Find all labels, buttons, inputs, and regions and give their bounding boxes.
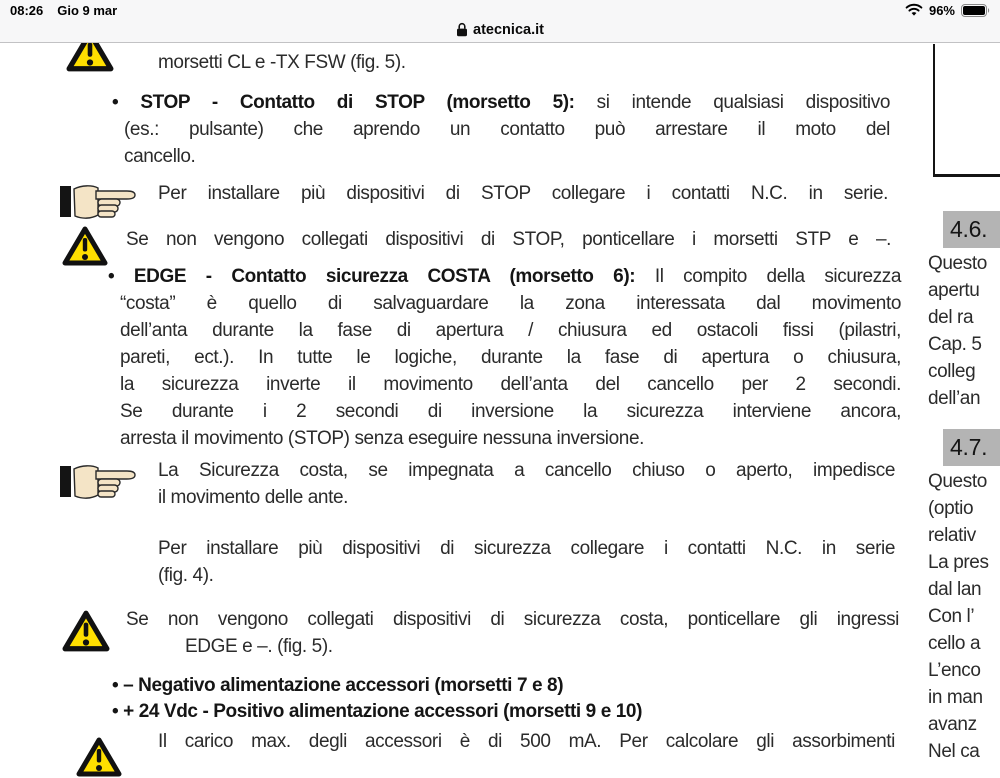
- edge-heading: • EDGE - Contatto sicurezza COSTA (morsetto 6):: [108, 266, 636, 287]
- section-4-6-text: [928, 250, 1000, 412]
- status-date: Gio 9 mar: [57, 2, 118, 18]
- status-right: [905, 3, 990, 18]
- pointing-hand-icon: [58, 180, 138, 222]
- status-bar: [0, 2, 1000, 18]
- stop-heading: • STOP - Contatto di STOP (morsetto 5):: [112, 92, 575, 113]
- note-edge-engaged: [158, 457, 895, 511]
- rcol-line: in man: [928, 687, 983, 708]
- rcol-line: dell’an: [928, 388, 981, 409]
- positive-supply-bullet: • + 24 Vdc - Positivo alimentazione accessori (morsetti 9 e 10): [112, 701, 643, 722]
- rcol-line: Cap. 5: [928, 334, 982, 355]
- status-time: 08:26: [10, 2, 44, 18]
- edge-paragraph: [108, 263, 901, 452]
- section-4-7-heading: [943, 429, 1000, 466]
- note2-line-2: il movimento delle ante.: [158, 487, 349, 508]
- battery-percent: 96%: [928, 2, 955, 18]
- safari-chrome: [0, 0, 1000, 43]
- edge-line-1: [108, 263, 901, 290]
- rcol-line: Questo: [928, 253, 987, 274]
- address-bar[interactable]: [0, 17, 1000, 42]
- document-page[interactable]: [0, 44, 1000, 762]
- rcol-line: del ra: [928, 307, 974, 328]
- edge-line-3: dell’anta durante la fase di apertura / chiusura ed ostacoli fissi (pilastri,: [120, 320, 901, 341]
- section-number: 4.6.: [950, 216, 988, 242]
- rcol-line: Con l’: [928, 606, 975, 627]
- rcol-line: relativ: [928, 525, 976, 546]
- pointing-hand-icon: [58, 460, 138, 502]
- note2-line-1: La Sicurezza costa, se impegnata a cancello chiuso o aperto, impedisce: [158, 460, 895, 481]
- stop-paragraph: [112, 89, 890, 170]
- warning-triangle-icon: [76, 736, 122, 778]
- warn2-line-1: Se non vengono collegati dispositivi di sicurezza costa, ponticellare gli ingressi: [126, 609, 899, 630]
- rcol-line: (optio: [928, 498, 974, 519]
- warning-max-load: Il carico max. degli accessori è di 500 mA. Per calcolare gli assorbimenti: [158, 731, 895, 752]
- battery-icon: [961, 4, 990, 17]
- rcol-line: L’enco: [928, 660, 981, 681]
- rcol-line: cello a: [928, 633, 981, 654]
- lock-icon: [456, 22, 468, 37]
- stop-line-2: (es.: pulsante) che aprendo un contatto può arrestare il moto del: [124, 119, 890, 140]
- figure-box-corner: [933, 44, 1000, 177]
- address-url: atecnica.it: [473, 21, 544, 38]
- negative-supply-bullet: • – Negativo alimentazione accessori (morsetti 7 e 8): [112, 675, 564, 696]
- note3-line-2: (fig. 4).: [158, 565, 214, 586]
- section-4-6-heading: [943, 211, 1000, 248]
- edge-line-5: la sicurezza inverte il movimento dell’anta del cancello per 2 secondi.: [120, 374, 901, 395]
- warning-triangle-icon: [62, 608, 110, 654]
- warning-edge-jumper: [126, 606, 899, 660]
- stop-line-1-rest: si intende qualsiasi dispositivo: [574, 92, 890, 113]
- section-number: 4.7.: [950, 434, 988, 460]
- warn2-line-2: EDGE e –. (fig. 5).: [185, 636, 333, 657]
- edge-line-1-rest: Il compito della sicurezza: [635, 266, 901, 287]
- note-stop-series: Per installare più dispositivi di STOP collegare i contatti N.C. in serie.: [158, 183, 888, 204]
- rcol-line: Nel ca: [928, 741, 980, 762]
- note3-line-1: Per installare più dispositivi di sicurezza collegare i contatti N.C. in serie: [158, 538, 895, 559]
- wifi-icon: [905, 3, 923, 17]
- doc-top-line: morsetti CL e -TX FSW (fig. 5).: [158, 52, 406, 73]
- stop-line-1: [112, 89, 890, 116]
- note-edge-series: [158, 535, 895, 589]
- rcol-line: colleg: [928, 361, 976, 382]
- edge-line-4: pareti, ect.). In tutte le logiche, durante la fase di apertura o chiusura,: [120, 347, 901, 368]
- status-left: [10, 3, 117, 18]
- rcol-line: La pres: [928, 552, 989, 573]
- stop-line-3: cancello.: [124, 146, 196, 167]
- rcol-line: avanz: [928, 714, 977, 735]
- warning-triangle-icon: [66, 44, 114, 72]
- rcol-line: apertu: [928, 280, 980, 301]
- edge-line-6: Se durante i 2 secondi di inversione la sicurezza interviene ancora,: [120, 401, 901, 422]
- warning-stop-jumper: Se non vengono collegati dispositivi di STOP, ponticellare i morsetti STP e –.: [126, 229, 891, 250]
- section-4-7-text: [928, 468, 1000, 765]
- rcol-line: Questo: [928, 471, 987, 492]
- edge-line-2: “costa” è quello di salvaguardare la zona interessata dal movimento: [120, 293, 901, 314]
- edge-line-7: arresta il movimento (STOP) senza eseguire nessuna inversione.: [120, 428, 644, 449]
- warning-triangle-icon: [62, 225, 108, 267]
- rcol-line: dal lan: [928, 579, 982, 600]
- right-column: [928, 44, 1000, 762]
